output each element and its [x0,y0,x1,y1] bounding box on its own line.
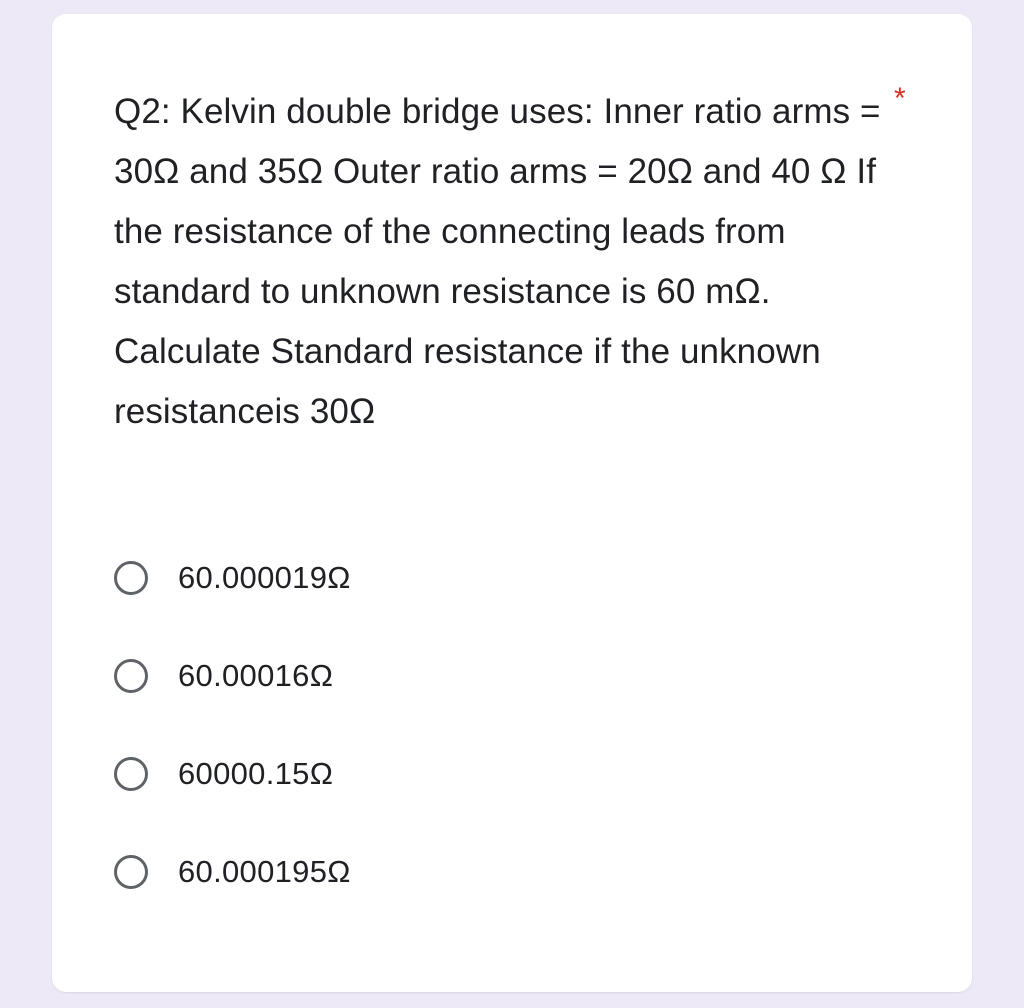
radio-button-icon[interactable] [114,561,148,595]
radio-button-icon[interactable] [114,855,148,889]
required-asterisk: * [894,82,906,115]
radio-button-icon[interactable] [114,659,148,693]
option-3[interactable] [114,750,814,798]
option-4[interactable] [114,848,814,896]
options-list [114,554,814,946]
option-1[interactable] [114,554,814,602]
question-card [52,14,972,992]
option-label: 60.000195Ω [178,854,351,889]
radio-button-icon[interactable] [114,757,148,791]
option-2[interactable] [114,652,814,700]
question-text: Q2: Kelvin double bridge uses: Inner ratio arms = 30Ω and 35Ω Outer ratio arms = 20Ω and 40 Ω If the resistance of the connecting leads from standard to unknown resistance is 60 mΩ. Calculate Standard resistance if the unknown resistanceis 30Ω [114,92,881,431]
option-label: 60.00016Ω [178,658,334,693]
option-label: 60000.15Ω [178,756,334,791]
option-label: 60.000019Ω [178,560,351,595]
